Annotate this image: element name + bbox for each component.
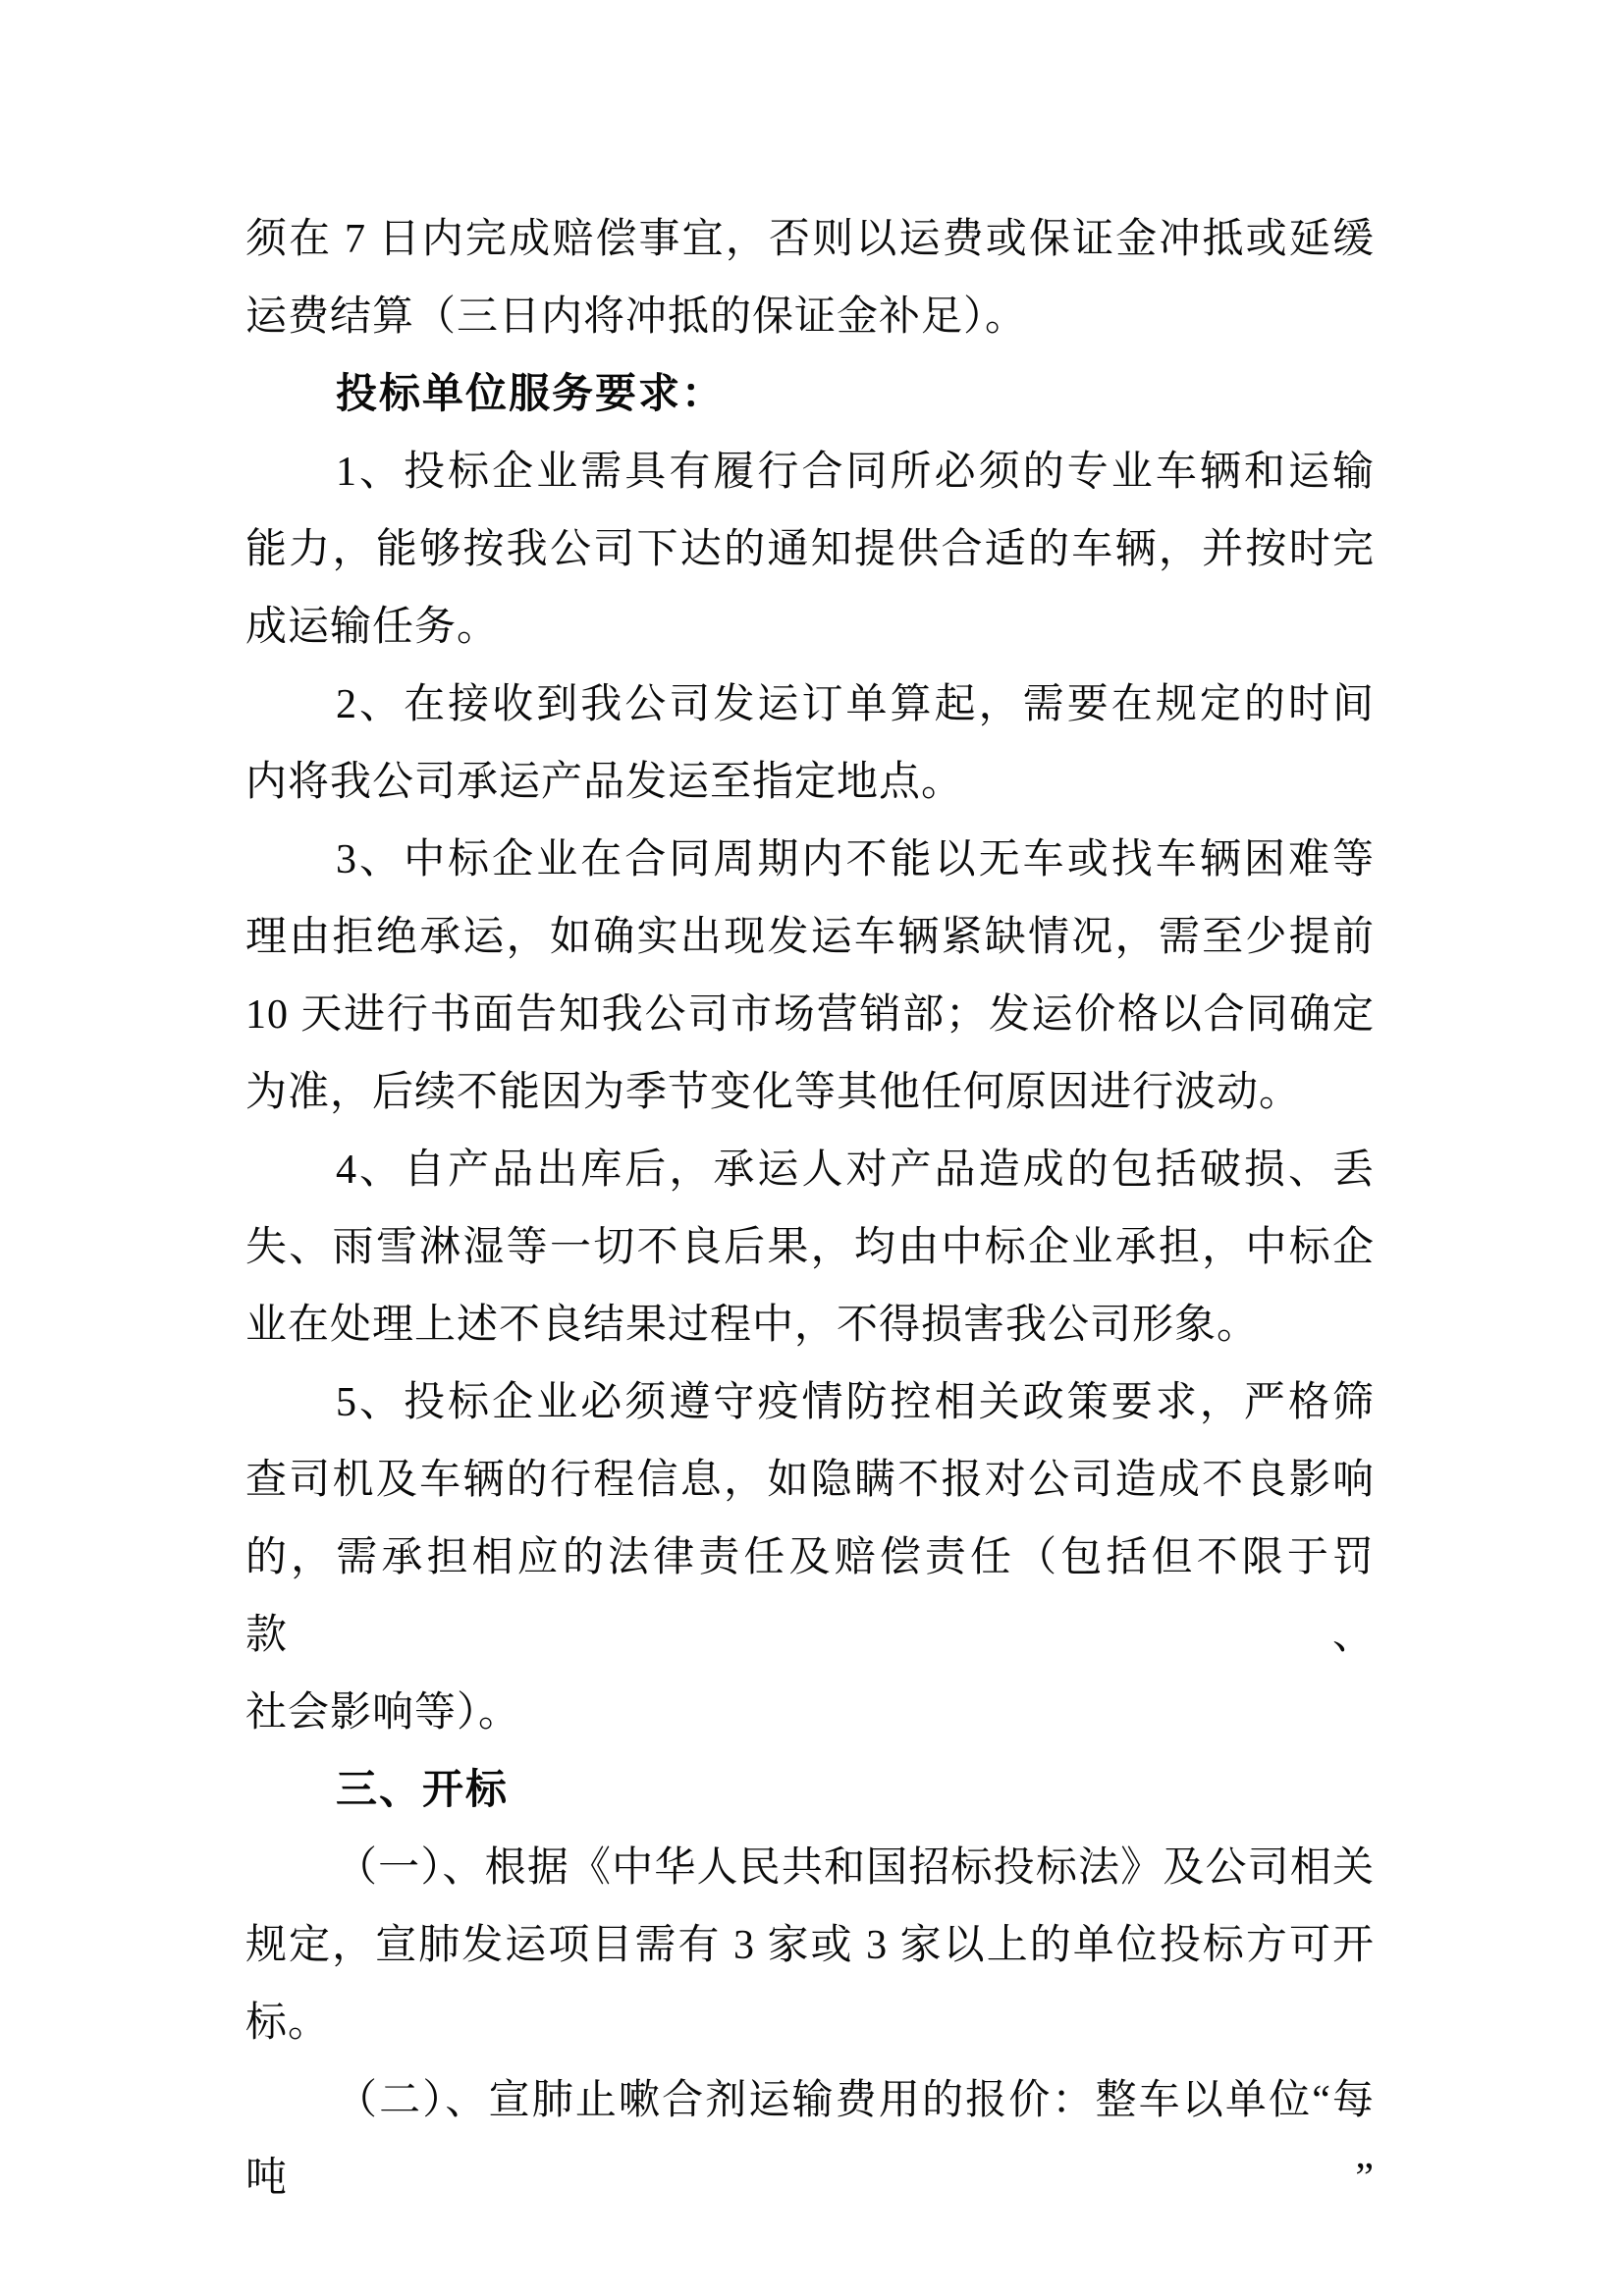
text-line: 为准，后续不能因为季节变化等其他任何原因进行波动。 — [245, 1070, 1302, 1115]
text-line: 10 天进行书面告知我公司市场营销部；发运价格以合同确定 — [245, 992, 1375, 1038]
text-line: 能力，能够按我公司下达的通知提供合适的车辆，并按时完 — [245, 527, 1375, 572]
text-line: 社会影响等）。 — [245, 1690, 521, 1735]
text-line: 4、自产品出库后，承运人对产品造成的包括破损、丢 — [336, 1148, 1375, 1193]
text-line: （二）、宣肺止嗽合剂运输费用的报价：整车以单位“每吨” — [245, 2078, 1375, 2201]
text-line: 规定，宣肺发运项目需有 3 家或 3 家以上的单位投标方可开 — [245, 1923, 1375, 1968]
text-line: 3、中标企业在合同周期内不能以无车或找车辆困难等 — [336, 837, 1375, 882]
text-line: 的，需承担相应的法律责任及赔偿责任（包括但不限于罚款、 — [245, 1535, 1375, 1658]
text-line: 失、雨雪淋湿等一切不良后果，均由中标企业承担，中标企 — [245, 1225, 1375, 1270]
text-line: 成运输任务。 — [245, 605, 500, 650]
text-line: 须在 7 日内完成赔偿事宜，否则以运费或保证金冲抵或延缓 — [245, 217, 1375, 262]
text-line: 5、投标企业必须遵守疫情防控相关政策要求，严格筛 — [336, 1380, 1375, 1425]
text-line: 业在处理上述不良结果过程中，不得损害我公司形象。 — [245, 1303, 1260, 1348]
document-text-block — [245, 201, 1375, 2217]
text-line: （一）、根据《中华人民共和国招标投标法》及公司相关 — [336, 1845, 1375, 1891]
section-heading-bid-opening: 三、开标 — [336, 1768, 510, 1813]
text-line: 内将我公司承运产品发运至指定地点。 — [245, 760, 964, 805]
text-line: 2、在接收到我公司发运订单算起，需要在规定的时间 — [336, 682, 1375, 727]
section-heading-service-requirements: 投标单位服务要求： — [336, 372, 726, 417]
text-line: 1、投标企业需具有履行合同所必须的专业车辆和运输 — [336, 450, 1375, 495]
text-line: 查司机及车辆的行程信息，如隐瞒不报对公司造成不良影响 — [245, 1458, 1375, 1503]
text-line: 运费结算（三日内将冲抵的保证金补足）。 — [245, 294, 1028, 340]
text-line: 标。 — [245, 2001, 331, 2046]
text-line: 理由拒绝承运，如确实出现发运车辆紧缺情况，需至少提前 — [245, 915, 1375, 960]
